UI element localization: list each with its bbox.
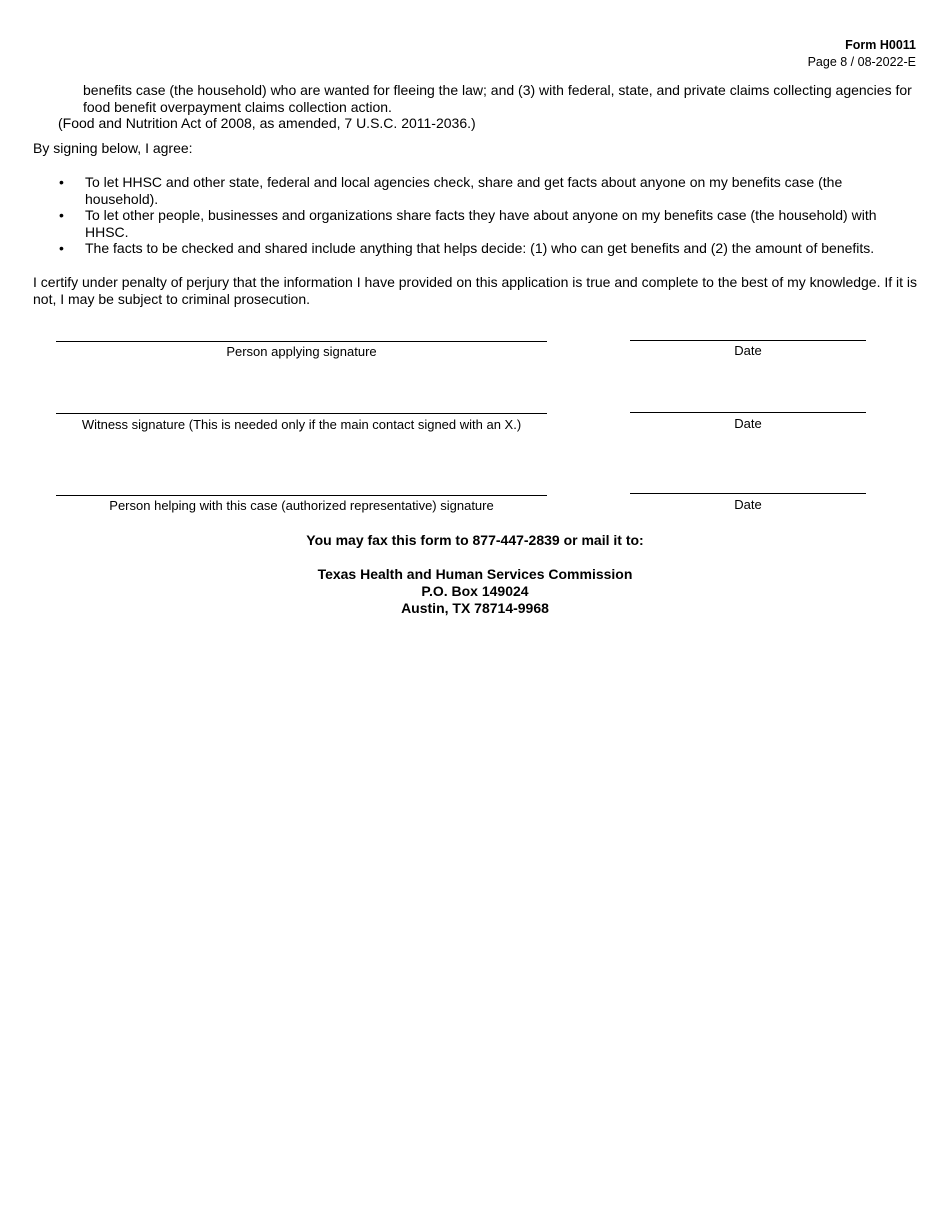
list-item-text: To let other people, businesses and organizations share facts they have about anyone on my benefits case (the household) with HHSC. xyxy=(85,207,877,240)
list-item-text: To let HHSC and other state, federal and local agencies check, share and get facts about anyone on my benefits case (the household). xyxy=(85,174,843,207)
agree-intro: By signing below, I agree: xyxy=(33,140,193,156)
bullet-icon: • xyxy=(59,207,64,223)
list-item xyxy=(33,240,883,257)
bullet-icon: • xyxy=(59,174,64,190)
list-item xyxy=(33,207,883,240)
list-item-text: The facts to be checked and shared include anything that helps decide: (1) who can get benefits and (2) the amount of benefits. xyxy=(85,240,875,256)
bullet-icon: • xyxy=(59,240,64,256)
applicant-date-line[interactable] xyxy=(630,340,866,341)
witness-date-line[interactable] xyxy=(630,412,866,413)
certification-statement: I certify under penalty of perjury that the information I have provided on this application is true and complete to the best of my knowledge. If it is not, I may be subject to criminal prosecution. xyxy=(33,274,918,307)
agency-name: Texas Health and Human Services Commission xyxy=(317,566,633,582)
representative-signature-line[interactable] xyxy=(56,495,547,496)
act-citation: (Food and Nutrition Act of 2008, as amended, 7 U.S.C. 2011-2036.) xyxy=(58,115,476,131)
fax-instruction: You may fax this form to 877-447-2839 or mail it to: xyxy=(306,532,644,548)
applicant-date-label: Date xyxy=(734,343,762,358)
po-box: P.O. Box 149024 xyxy=(421,583,529,599)
city-state-zip: Austin, TX 78714-9968 xyxy=(401,600,549,616)
representative-date-line[interactable] xyxy=(630,493,866,494)
representative-signature-label: Person helping with this case (authorized representative) signature xyxy=(109,498,494,513)
representative-date-label: Date xyxy=(734,497,762,512)
witness-signature-line[interactable] xyxy=(56,413,547,414)
form-number: Form H0011 xyxy=(845,38,916,52)
witness-signature-label: Witness signature (This is needed only if the main contact signed with an X.) xyxy=(81,417,522,432)
applicant-signature-line[interactable] xyxy=(56,341,547,342)
witness-date-label: Date xyxy=(734,416,762,431)
page-info: Page 8 / 08-2022-E xyxy=(807,55,916,69)
agreement-list xyxy=(33,174,883,257)
continuation-paragraph: benefits case (the household) who are wanted for fleeing the law; and (3) with federal, state, and private claims collecting agencies for food benefit overpayment claims collection action. xyxy=(83,82,912,115)
applicant-signature-label: Person applying signature xyxy=(226,344,377,359)
list-item xyxy=(33,174,883,207)
